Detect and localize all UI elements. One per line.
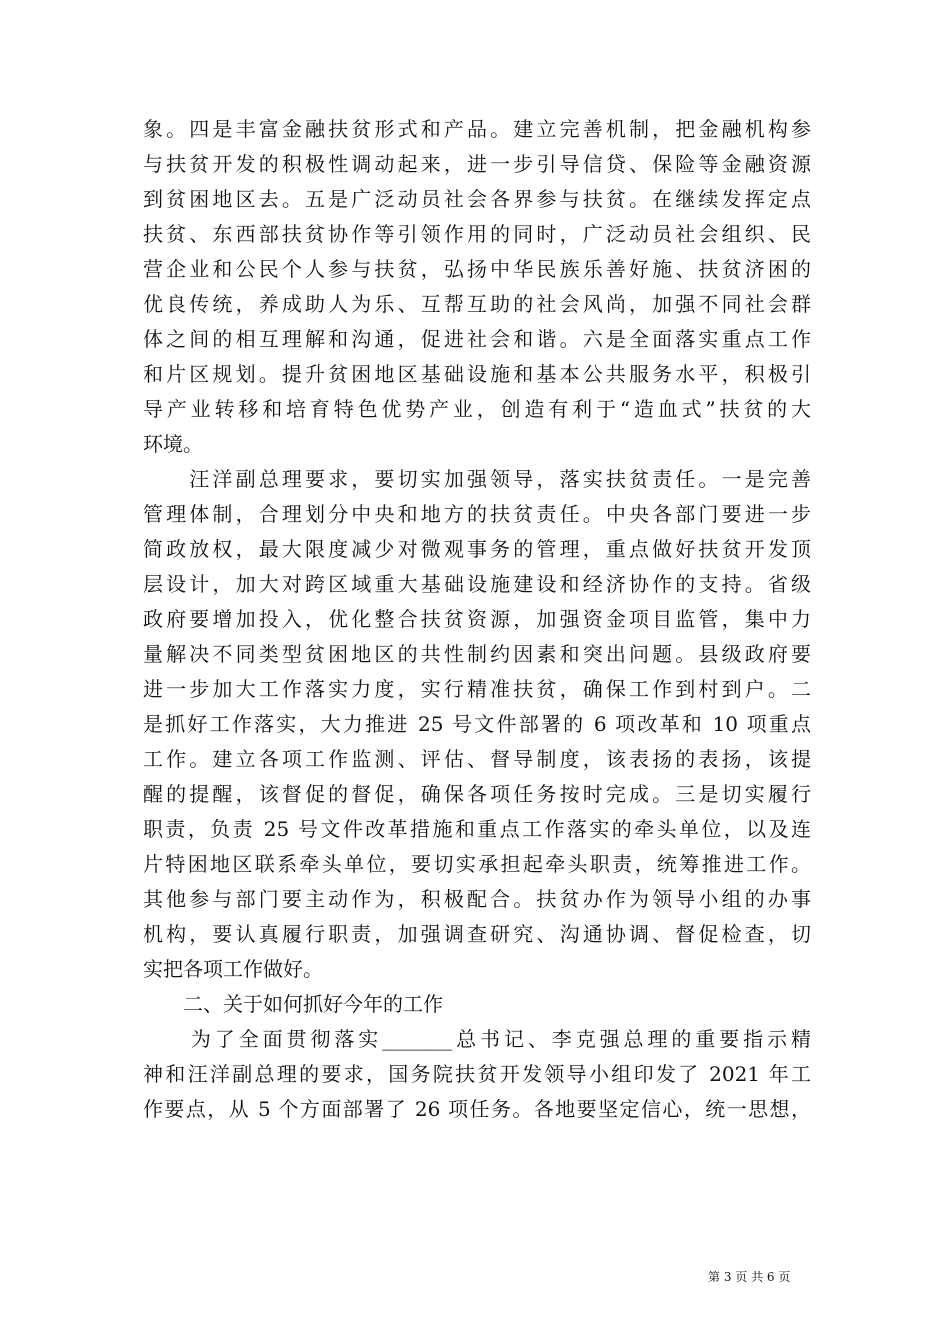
text-line: 环境。: [143, 432, 203, 456]
text-line: 其他参与部门要主动作为，积极配合。扶贫办作为领导小组的办事: [143, 887, 811, 911]
text-line: 是抓好工作落实，大力推进 25 号文件部署的 6 项改革和 10 项重点: [143, 712, 811, 736]
text-line: 扶贫、东西部扶贫协作等引领作用的同时，广泛动员社会组织、民: [143, 222, 811, 246]
text-line: 职责，负责 25 号文件改革措施和重点工作落实的牵头单位，以及连: [143, 817, 811, 841]
text-line: 导产业转移和培育特色优势产业，创造有利于“造血式”扶贫的大: [143, 397, 811, 421]
section-heading: 二、关于如何抓好今年的工作: [143, 992, 443, 1016]
text-line: 简政放权，最大限度减少对微观事务的管理，重点做好扶贫开发顶: [143, 537, 811, 561]
text-line: 进一步加大工作落实力度，实行精准扶贫，确保工作到村到户。二: [143, 677, 811, 701]
text-line: 象。四是丰富金融扶贫形式和产品。建立完善机制，把金融机构参: [143, 117, 811, 141]
text-line: 醒的提醒，该督促的督促，确保各项任务按时完成。三是切实履行: [143, 782, 811, 806]
text-line: 营企业和公民个人参与扶贫，弘扬中华民族乐善好施、扶贫济困的: [143, 257, 811, 281]
text-line: 优良传统，养成助人为乐、互帮互助的社会风尚，加强不同社会群: [143, 292, 811, 316]
text-line: 汪洋副总理要求，要切实加强领导，落实扶贫责任。一是完善: [143, 467, 811, 491]
text-line: 神和汪洋副总理的要求，国务院扶贫开发领导小组印发了 2021 年工: [143, 1062, 811, 1086]
text-line: 体之间的相互理解和沟通，促进社会和谐。六是全面落实重点工作: [143, 327, 811, 351]
text-line: 实把各项工作做好。: [143, 957, 323, 981]
text-line: 层设计，加大对跨区域重大基础设施建设和经济协作的支持。省级: [143, 572, 811, 596]
text-line: 管理体制，合理划分中央和地方的扶贫责任。中央各部门要进一步: [143, 502, 811, 526]
text-line: 政府要增加投入，优化整合扶贫资源，加强资金项目监管，集中力: [143, 607, 811, 631]
text-line: 片特困地区联系牵头单位，要切实承担起牵头职责，统筹推进工作。: [143, 852, 811, 876]
text-line: 作要点，从 5 个方面部署了 26 项任务。各地要坚定信心，统一思想，: [143, 1097, 811, 1121]
text-line: 和片区规划。提升贫困地区基础设施和基本公共服务水平，积极引: [143, 362, 811, 386]
text-line: 到贫困地区去。五是广泛动员社会各界参与扶贫。在继续发挥定点: [143, 187, 811, 211]
page-number-footer: 第 3 页 共 6 页: [708, 1270, 791, 1284]
text-line: 为了全面贯彻落实_______总书记、李克强总理的重要指示精: [143, 1027, 811, 1051]
text-line: 工作。建立各项工作监测、评估、督导制度，该表扬的表扬，该提: [143, 747, 811, 771]
text-line: 与扶贫开发的积极性调动起来，进一步引导信贷、保险等金融资源: [143, 152, 811, 176]
document-body: [143, 112, 811, 1127]
text-line: 机构，要认真履行职责，加强调查研究、沟通协调、督促检查，切: [143, 922, 811, 946]
text-line: 量解决不同类型贫困地区的共性制约因素和突出问题。县级政府要: [143, 642, 811, 666]
